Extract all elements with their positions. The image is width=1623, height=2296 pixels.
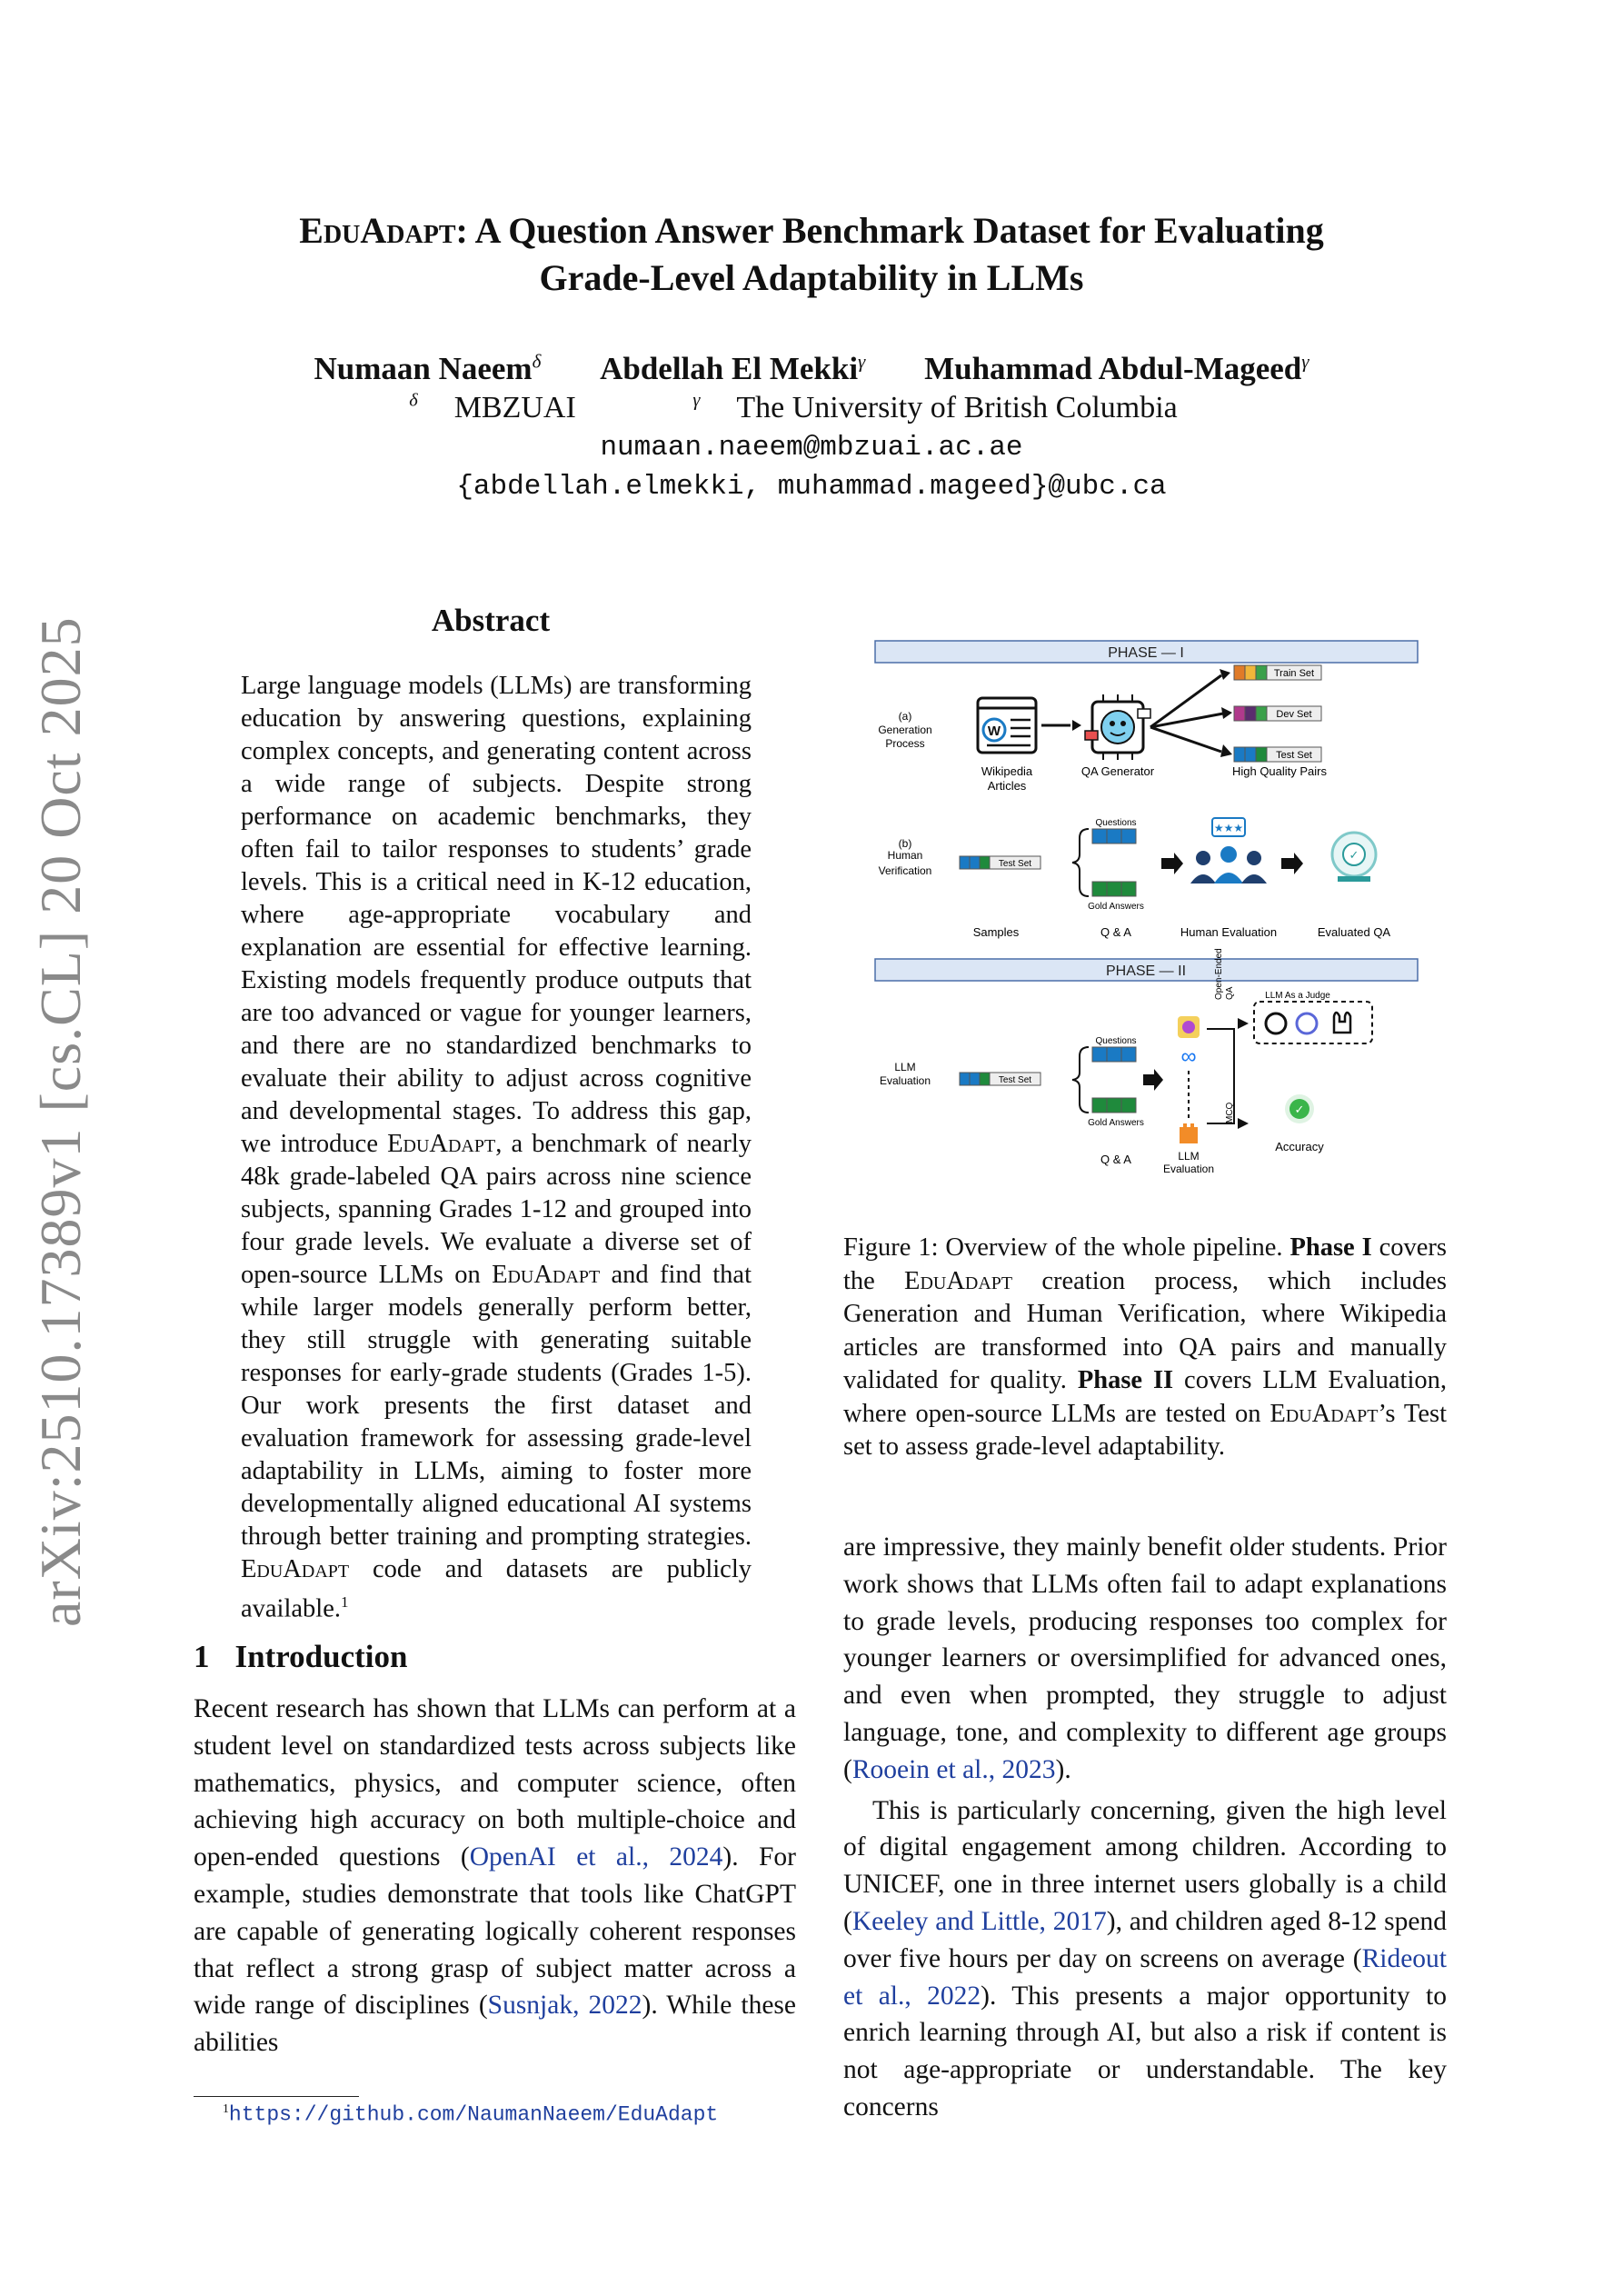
arrow-4 (1143, 1069, 1163, 1091)
phase2-label: PHASE — II (1105, 963, 1187, 979)
svg-text:Verification: Verification (878, 864, 932, 877)
email-2[interactable]: {abdellah.elmekki, muhammad.mageed}@ubc.ca (456, 471, 1167, 503)
paper-title (0, 207, 1623, 302)
svg-text:Evaluation: Evaluation (879, 1074, 931, 1087)
llm-models-icon (1178, 1016, 1200, 1143)
pipeline-figure (871, 636, 1427, 1182)
brace-1 (1072, 829, 1089, 896)
eval-test-set-bar (960, 1073, 1041, 1085)
svg-text:Wikipedia: Wikipedia (981, 764, 1033, 778)
arxiv-stamp: arXiv:2510.17389v1 [cs.CL] 20 Oct 2025 (28, 616, 93, 1627)
title-line2: Grade-Level Adaptability in LLMs (539, 257, 1084, 298)
hv-test-set-bar (960, 856, 1041, 869)
svg-text:✓: ✓ (1349, 848, 1359, 862)
footnote-rule (194, 2096, 359, 2097)
svg-text:Q & A: Q & A (1100, 925, 1131, 939)
svg-text:Samples: Samples (972, 925, 1020, 939)
svg-text:(b): (b) (898, 837, 912, 850)
author-2: Abdellah El Mekki$^\gamma$ (600, 350, 866, 386)
svg-text:✓: ✓ (1294, 1103, 1305, 1116)
svg-text:MCQ: MCQ (1225, 1102, 1235, 1123)
svg-text:Human: Human (887, 849, 923, 862)
svg-text:Questions: Questions (1095, 818, 1137, 828)
svg-text:Test Set: Test Set (998, 859, 1032, 869)
wikipedia-icon (978, 698, 1036, 753)
citation-rideout[interactable]: Rideout et al., 2022 (843, 1943, 1447, 2011)
svg-text:Process: Process (885, 737, 925, 750)
svg-text:Test Set: Test Set (1276, 750, 1312, 761)
phase1-label: PHASE — I (1108, 645, 1184, 661)
arrow-3 (1281, 853, 1303, 874)
title-name: EduAdapt (299, 210, 456, 251)
figure-caption: Figure 1: Overview of the whole pipeline. Phase I covers the EduAdapt creation process, which includes Generation and Human Verification, where Wikipedia articles are transformed into QA pairs and manually validated for quality. Phase II covers LLM Evaluation, where open-source LLMs are tested on EduAdapt’s Test set to assess grade-level adaptability. (843, 1233, 1447, 1461)
author-1: Numaan Naeem$^\delta$ (314, 350, 542, 386)
title-line1: : A Question Answer Benchmark Dataset for Evaluating (455, 210, 1324, 251)
train-set-bar (1234, 665, 1321, 680)
citation-openai[interactable]: OpenAI et al., 2024 (469, 1842, 723, 1872)
footnote: $^1$https://github.com/NaumanNaeem/EduAdapt (223, 2101, 719, 2127)
footnote-url-link[interactable]: https://github.com/NaumanNaeem/EduAdapt (228, 2102, 719, 2127)
svg-text:QA: QA (1225, 986, 1235, 1000)
section-heading-introduction: 1 Introduction (194, 1639, 408, 1674)
human-evaluation-icon (1190, 818, 1267, 883)
abstract-text: Large language models (LLMs) are transforming education by answering questions, explaining complex concepts, and generating content across a wide range of subjects. Despite strong performance on academic benchmarks, they often fail to tailor responses to students’ grade levels. This is a critical need in K-12 education, where age-appropriate vocabulary and explanation are essential for effective learning. Existing models frequently produce outputs that are too advanced or vague for younger learners, and there are no standardized benchmarks to evaluate their ability to adjust across cognitive and developmental stages. To address this gap, we introduce EduAdapt, a benchmark of nearly 48k grade-labeled QA pairs across nine science subjects, spanning Grades 1-12 and grouped into four grade levels. We evaluate a diverse set of open-source LLMs on EduAdapt and find that while larger models generally perform better, they still struggle with generating suitable responses for early-grade students (Grades 1-5). Our work presents the first dataset and evaluation framework for assessing grade-level adaptability in LLMs, aiming to foster more developmentally aligned educational AI systems through better training and prompting strategies. EduAdapt code and datasets are publicly available.$^1$ (241, 672, 752, 1623)
abstract-heading: Abstract (431, 603, 551, 638)
paragraph-continuation: are impressive, they mainly benefit older students. Prior work shows that LLMs often fail to adapt explanations to grade levels, producing responses too complex for younger learners or oversimplified for advanced ones, and even when prompted, they struggle to adjust language, tone, and complexity to different age groups (Rooein et al., 2023). (843, 1532, 1447, 1784)
dev-set-bar (1234, 706, 1321, 721)
svg-text:∞: ∞ (1180, 1044, 1197, 1069)
test-set-bar (1234, 747, 1321, 762)
svg-text:Articles: Articles (987, 779, 1027, 793)
svg-text:QA Generator: QA Generator (1080, 764, 1155, 778)
email-1[interactable]: numaan.naeem@mbzuai.ac.ae (600, 432, 1023, 464)
svg-text:Gold Answers: Gold Answers (1088, 1118, 1144, 1128)
svg-text:Open-Ended: Open-Ended (1214, 948, 1224, 1000)
right-column-text (843, 1529, 1447, 2126)
svg-text:Test Set: Test Set (998, 1075, 1032, 1085)
svg-text:LLM As a Judge: LLM As a Judge (1265, 991, 1330, 1001)
citation-keeley[interactable]: Keeley and Little, 2017 (851, 1906, 1107, 1936)
llm-judge-box (1254, 991, 1372, 1043)
svg-text:LLM: LLM (1178, 1150, 1200, 1163)
arrow-2 (1161, 853, 1183, 874)
svg-text:Accuracy: Accuracy (1275, 1140, 1324, 1153)
svg-text:Train Set: Train Set (1273, 668, 1315, 679)
svg-text:Q & A: Q & A (1100, 1153, 1131, 1166)
author-list (0, 350, 1623, 387)
svg-text:Questions: Questions (1095, 1036, 1137, 1046)
qa-generator-icon (1085, 694, 1150, 760)
paragraph-unicef: This is particularly concerning, given the high level of digital engagement among children. According to UNICEF, one in three internet users globally is a child (Keeley and Little, 2017), and children aged 8-12 spend over five hours per day on screens on average (Rideout et al., 2022). This presents a major opportunity to enrich learning through AI, but also a risk if content is not age-appropriate or understandable. The key concerns (843, 1795, 1447, 2121)
footnote-marker: 1 (340, 1593, 349, 1611)
svg-text:LLM: LLM (894, 1061, 916, 1073)
svg-text:Gold Answers: Gold Answers (1088, 902, 1144, 912)
evaluated-qa-icon (1332, 833, 1376, 882)
author-3: Muhammad Abdul-Mageed$^\gamma$ (924, 350, 1309, 386)
accuracy-icon (1285, 1094, 1314, 1123)
arrow-test (1150, 727, 1221, 752)
svg-text:Human Evaluation: Human Evaluation (1180, 925, 1278, 939)
citation-susnjak[interactable]: Susnjak, 2022 (487, 1991, 642, 2021)
svg-text:High Quality Pairs: High Quality Pairs (1231, 764, 1328, 778)
affiliations (0, 391, 1623, 425)
affiliation-1: $^\delta$ MBZUAI (409, 391, 576, 425)
svg-text:(a): (a) (898, 710, 912, 723)
svg-text:Dev Set: Dev Set (1276, 709, 1312, 720)
affiliation-2: $^\gamma$ The University of British Columbia (692, 391, 1178, 425)
intro-paragraph-1: Recent research has shown that LLMs can perform at a student level on standardized tests across subjects like mathematics, physics, and computer science, often achieving high accuracy on both multiple-choice and open-ended questions (OpenAI et al., 2024). For example, studies demonstrate that tools like ChatGPT are capable of generating logically coherent responses that reflect a strong grasp of subject matter across a wide range of disciplines (Susnjak, 2022). While these abilities (194, 1694, 797, 2058)
svg-text:Generation: Generation (878, 724, 932, 736)
svg-text:Evaluation: Evaluation (1162, 1163, 1215, 1175)
svg-text:Evaluated QA: Evaluated QA (1317, 925, 1391, 939)
svg-text:W: W (987, 724, 1001, 739)
svg-text:★★★: ★★★ (1213, 822, 1244, 834)
citation-rooein[interactable]: Rooein et al., 2023 (851, 1754, 1056, 1784)
brace-2 (1072, 1047, 1089, 1113)
